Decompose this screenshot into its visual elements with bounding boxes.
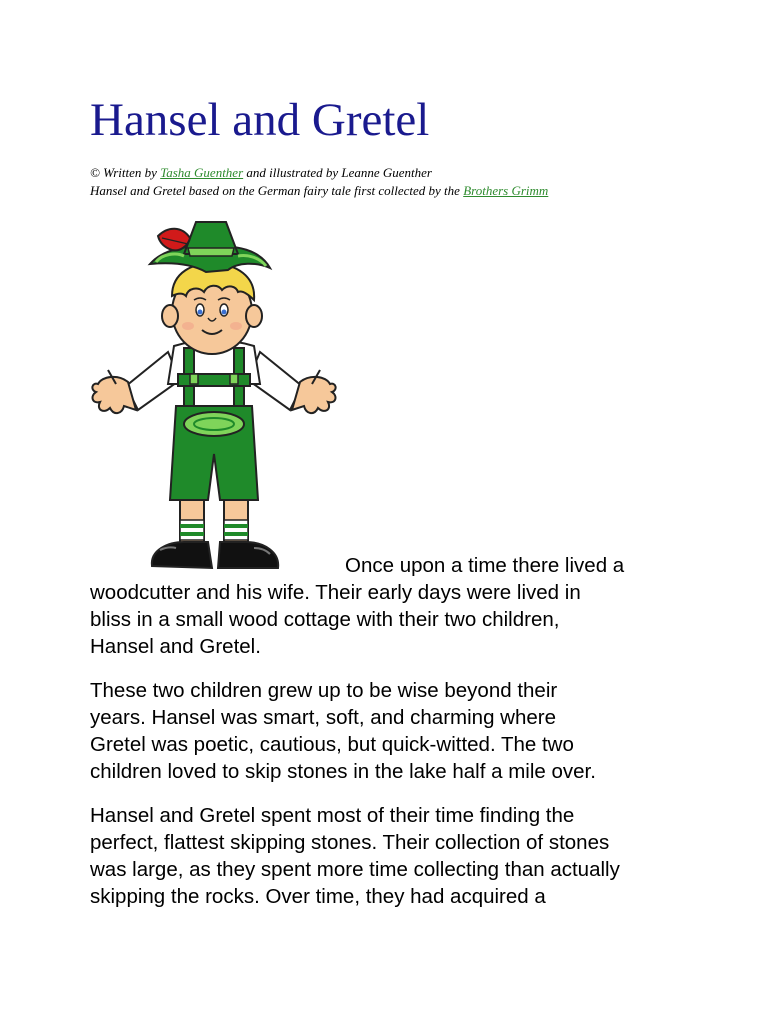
paragraph-1-line-2: woodcutter and his wife. Their early days were lived in [90, 581, 581, 604]
page-title: Hansel and Gretel [90, 94, 430, 146]
paragraph-1-line-4: Hansel and Gretel. [90, 635, 261, 658]
credits-written-by: © Written by [90, 165, 161, 180]
paragraph-2-line-1: These two children grew up to be wise beyond their [90, 679, 558, 702]
paragraph-1-line-3: bliss in a small wood cottage with their two children, [90, 608, 560, 631]
credits-line-2 [90, 182, 730, 200]
credits-illustrated-by: and illustrated by Leanne Guenther [243, 165, 432, 180]
paragraph-2-line-2: years. Hansel was smart, soft, and charming where [90, 706, 556, 729]
left-arm [92, 352, 180, 413]
hansel-illustration [88, 214, 350, 578]
paragraph-1-line-1: Once upon a time there lived a [345, 554, 625, 577]
paragraph-3-line-3: was large, as they spent more time collecting than actually [90, 858, 620, 881]
feather [158, 229, 190, 251]
paragraph-2-line-3: Gretel was poetic, cautious, but quick-witted. The two [90, 733, 574, 756]
shoes [152, 542, 278, 568]
credits [90, 164, 730, 200]
paragraph-1 [90, 579, 690, 660]
right-arm [248, 352, 336, 413]
paragraph-3-line-4: skipping the rocks. Over time, they had acquired a [90, 885, 546, 908]
paragraph-3 [90, 802, 690, 910]
paragraph-2-line-4: children loved to skip stones in the lake half a mile over. [90, 760, 596, 783]
credits-based-on: Hansel and Gretel based on the German fairy tale first collected by the [90, 183, 464, 198]
paragraph-2 [90, 677, 690, 785]
legs [180, 500, 248, 544]
brothers-grimm-link[interactable]: Brothers Grimm [463, 183, 549, 198]
author-link[interactable]: Tasha Guenther [160, 165, 244, 180]
paragraph-3-line-2: perfect, flattest skipping stones. Their collection of stones [90, 831, 610, 854]
paragraph-3-line-1: Hansel and Gretel spent most of their time finding the [90, 804, 575, 827]
credits-line-1 [90, 164, 730, 182]
